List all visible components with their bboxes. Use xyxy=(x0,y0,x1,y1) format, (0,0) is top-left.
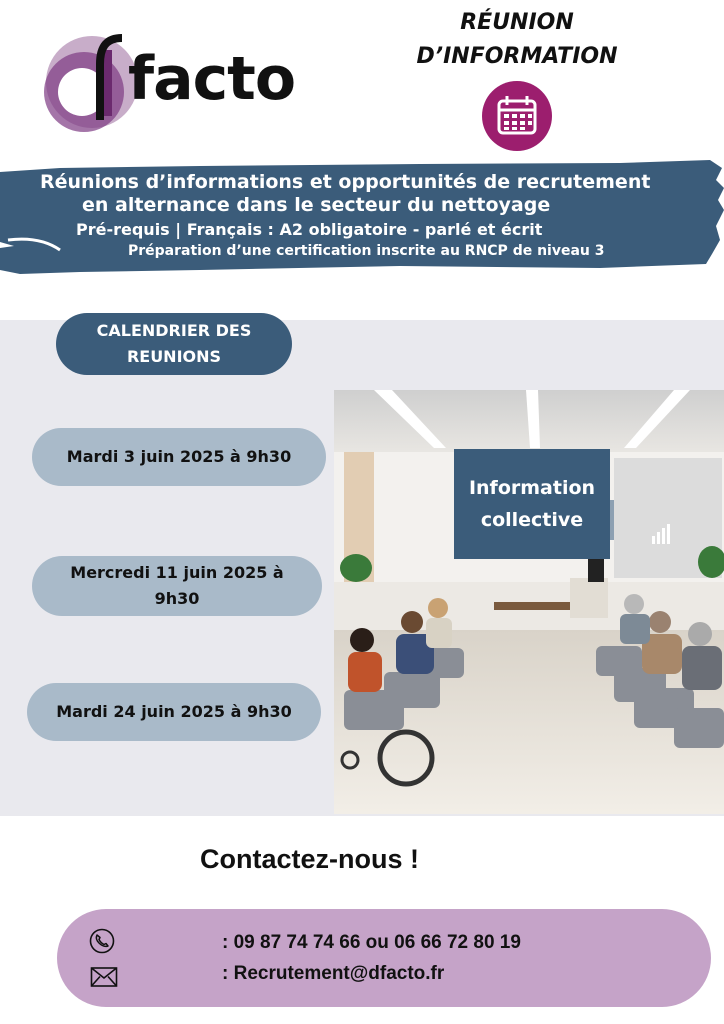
badge-title-line2: D’INFORMATION xyxy=(416,44,618,69)
logo-wordmark: facto xyxy=(128,44,296,114)
contact-email[interactable]: : Recrutement@dfacto.fr xyxy=(222,963,445,984)
banner-line3: Pré-requis | Français : A2 obligatoire - parlé et écrit xyxy=(76,220,543,239)
banner-line4: Préparation d’une certification inscrite au RNCP de niveau 3 xyxy=(128,243,605,259)
meeting-date-1 xyxy=(32,428,326,486)
meeting-date-2-text: Mercredi 11 juin 2025 à 9h30 xyxy=(70,563,284,608)
badge-circle xyxy=(482,81,552,151)
information-collective-label xyxy=(454,449,610,559)
banner-line1: Réunions d’informations et opportunités de recrutement xyxy=(40,171,651,193)
badge-title-line1: RÉUNION xyxy=(460,10,574,35)
mail-icon xyxy=(90,966,118,988)
contact-phone[interactable]: : 09 87 74 74 66 ou 06 66 72 80 19 xyxy=(222,932,521,953)
phone-icon xyxy=(89,928,115,954)
contact-title: Contactez-nous ! xyxy=(200,844,419,874)
contact-box xyxy=(57,909,711,1007)
meeting-date-1-text: Mardi 3 juin 2025 à 9h30 xyxy=(66,447,292,466)
calendar-title xyxy=(56,313,292,375)
calendar-title-text: CALENDRIER DES REUNIONS xyxy=(96,321,252,366)
calendar-icon xyxy=(482,81,552,151)
meeting-date-3 xyxy=(27,683,321,741)
meeting-date-2 xyxy=(32,556,322,616)
meeting-date-3-text: Mardi 24 juin 2025 à 9h30 xyxy=(56,702,292,721)
information-collective-text: Information collective xyxy=(468,477,596,531)
banner-line2: en alternance dans le secteur du nettoyage xyxy=(82,194,551,216)
